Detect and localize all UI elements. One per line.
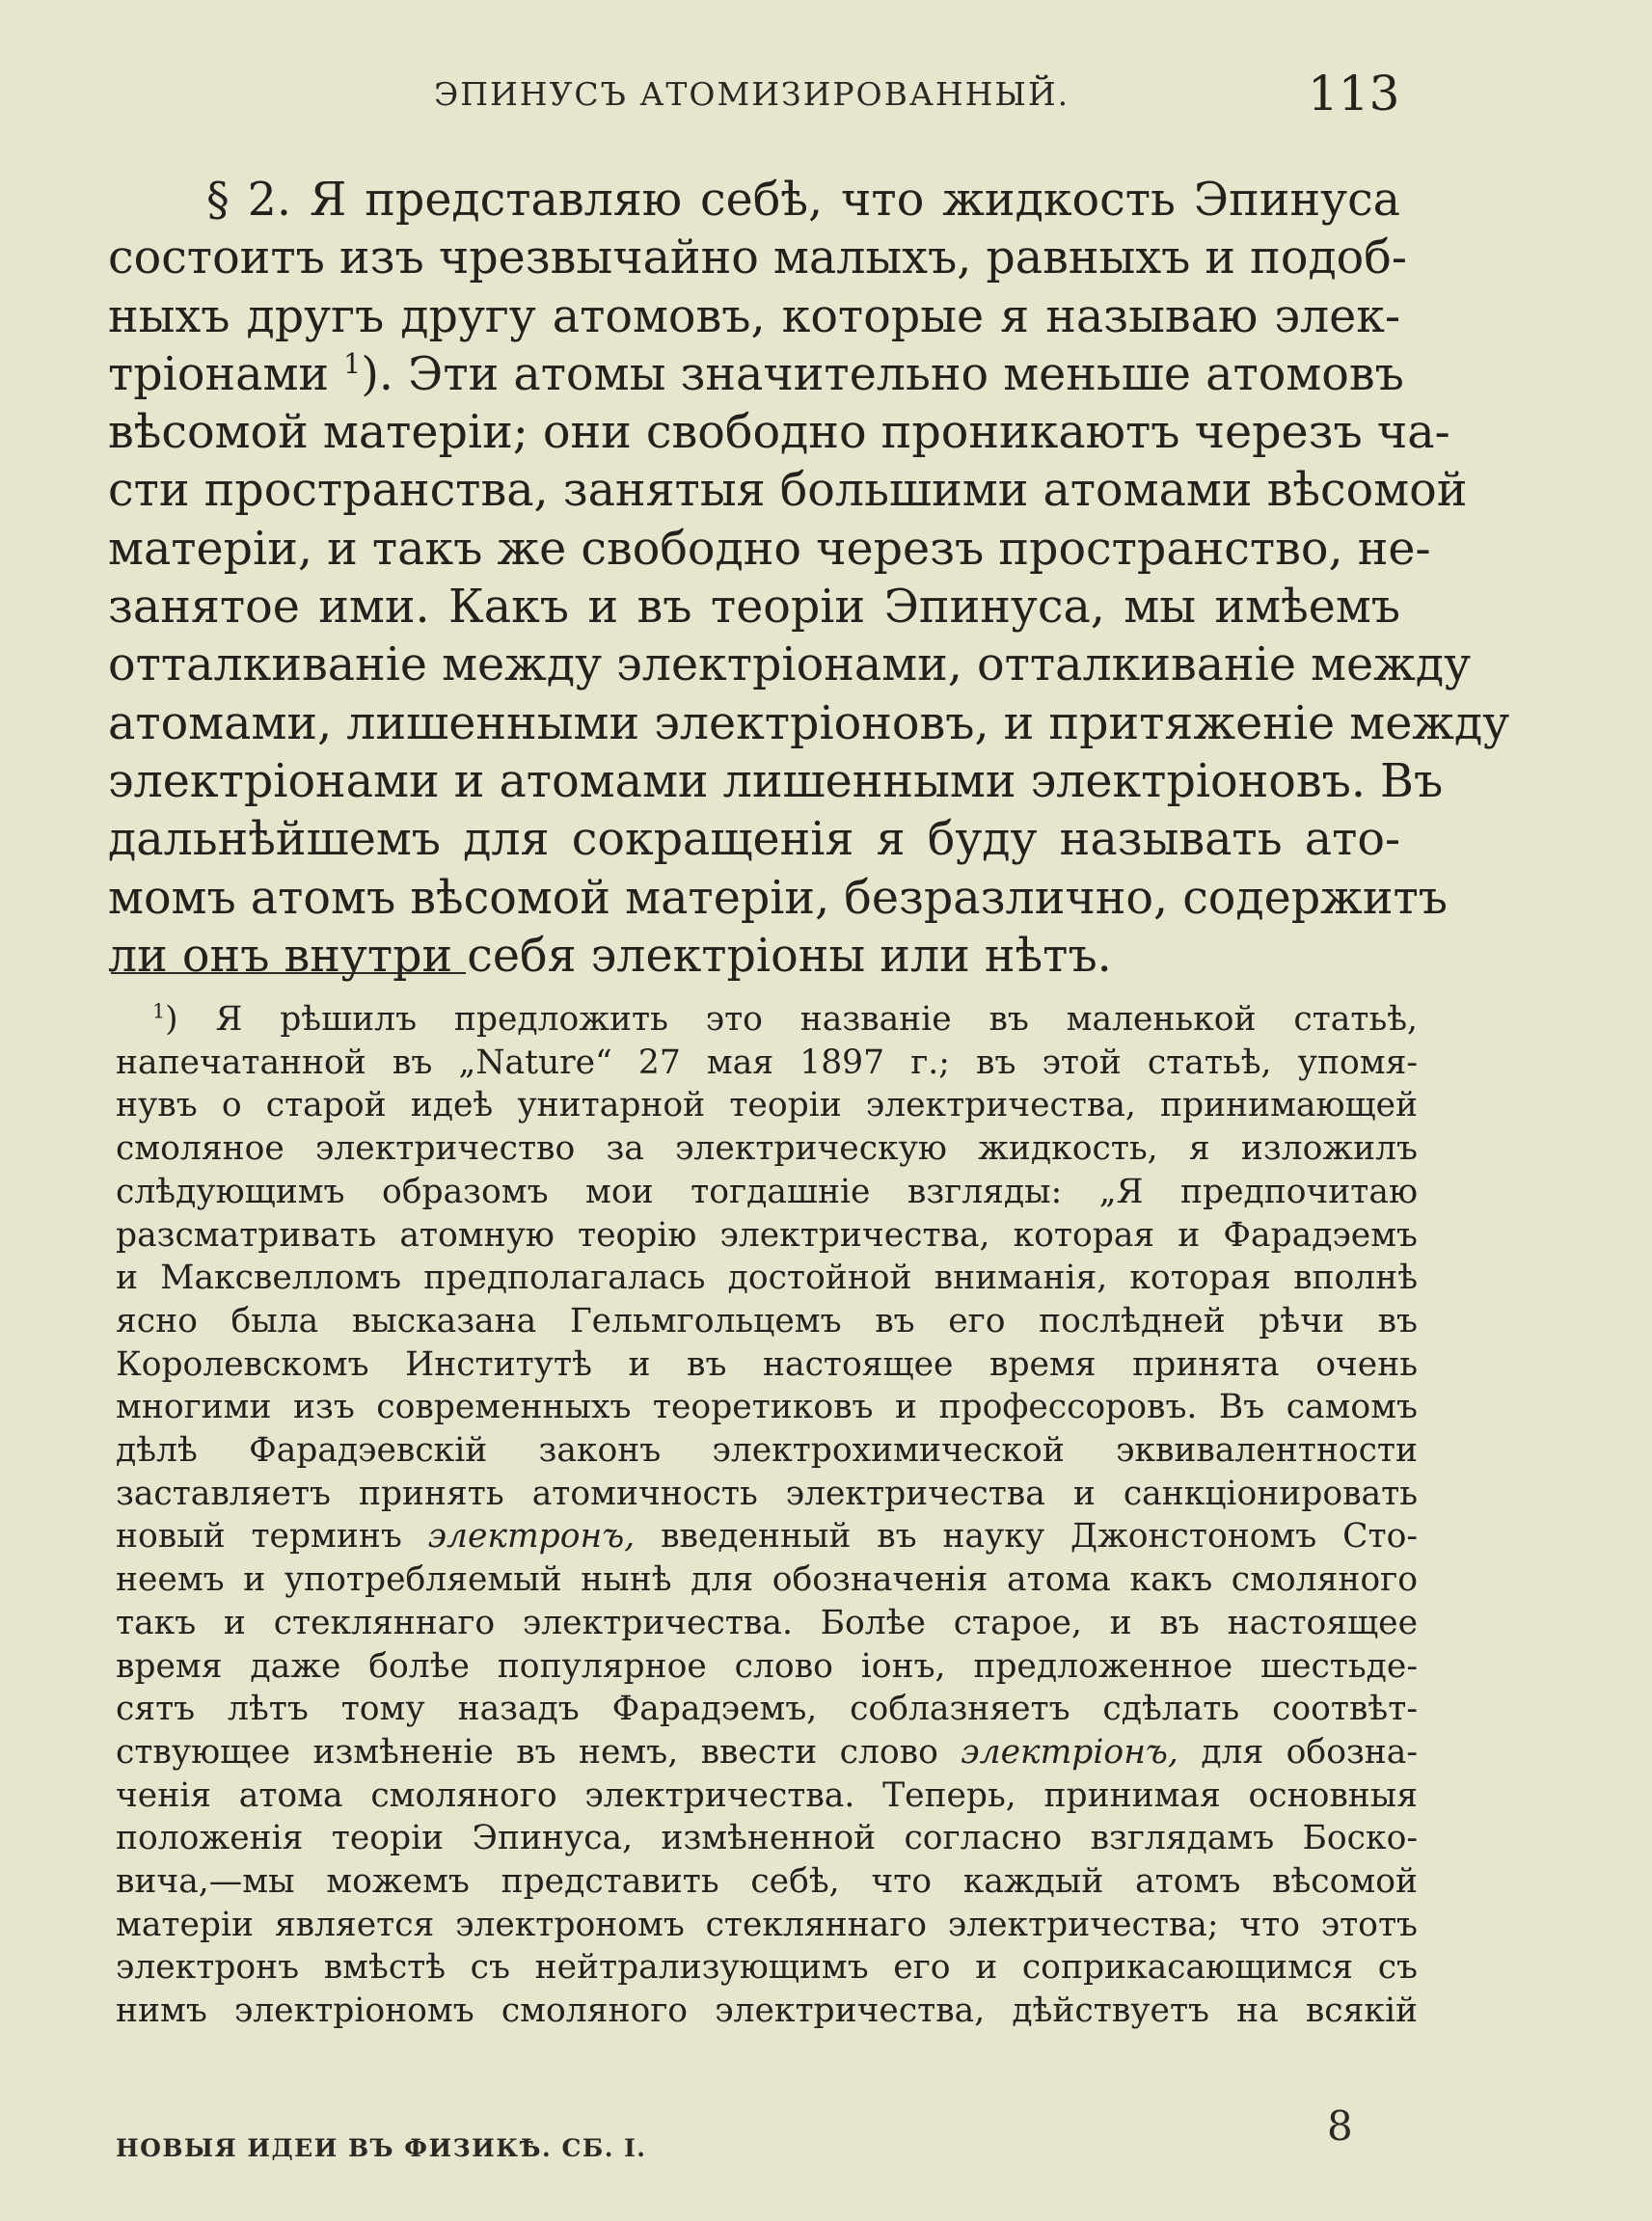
footnote (116, 998, 1418, 2033)
text-line: § 2. Я представляю себѣ, что жидкость Эпинуса (206, 174, 1400, 227)
footnote-ref[interactable]: 1 (343, 348, 362, 381)
italic-term: электронъ, (427, 1517, 636, 1557)
page-number: 113 (1308, 66, 1400, 122)
text-line: вѣсомой матеріи; они свободно проникаютъ черезъ ча- (108, 406, 1450, 460)
footnote-line: и Максвелломъ предполагалась достойной вниманія, которая вполнѣ (116, 1259, 1418, 1298)
printers-signature: НОВЫЯ ИДЕИ ВЪ ФИЗИКѢ. СБ. I. (116, 2134, 647, 2162)
section-mark: § 2. (206, 174, 292, 227)
footnote-line: ченія атома смоляного электричества. Теперь, принимая основныя (116, 1775, 1418, 1815)
footnote-line: вича,—мы можемъ представить себѣ, что каждый атомъ вѣсомой (116, 1862, 1418, 1902)
text-line: состоитъ изъ чрезвычайно малыхъ, равныхъ и подоб- (108, 231, 1407, 285)
footnote-line: время даже болѣе популярное слово іонъ, предложенное шестьде- (116, 1646, 1418, 1686)
footnote-line: нимъ электріономъ смоляного электричества, дѣйствуетъ на всякій (116, 1991, 1418, 2031)
text-line: сти пространства, занятыя большими атомами вѣсомой (108, 464, 1468, 518)
footnote-line: такъ и стекляннаго электричества. Болѣе старое, и въ настоящее (116, 1603, 1418, 1642)
footnote-marker: 1 (152, 999, 166, 1023)
text-line: дальнѣйшемъ для сокращенія я буду называть ато- (108, 813, 1400, 867)
footnote-line: многими изъ современныхъ теоретиковъ и профессоровъ. Въ самомъ (116, 1388, 1418, 1427)
footnote-line: смоляное электричество за электрическую жидкость, я изложилъ (116, 1129, 1418, 1169)
footnote-line: матеріи является электрономъ стекляннаго электричества; что этотъ (116, 1905, 1418, 1944)
signature-number: 8 (1327, 2102, 1353, 2150)
text-line: ныхъ другъ другу атомовъ, которые я называю элек- (108, 289, 1400, 343)
footnote-line: положенія теоріи Эпинуса, измѣненной согласно взглядамъ Боско- (116, 1819, 1418, 1858)
footnote-line: слѣдующимъ образомъ мои тогдашніе взгляды: „Я предпочитаю (116, 1172, 1418, 1211)
italic-term: электріонъ, (961, 1732, 1178, 1772)
footnote-divider (111, 972, 466, 974)
footnote-line: сятъ лѣтъ тому назадъ Фарадэемъ, соблазняетъ сдѣлать соотвѣт- (116, 1690, 1418, 1729)
footnote-line: ствующее измѣненіе въ немъ, ввести слово электріонъ, для обозна- (116, 1732, 1418, 1772)
footnote-line: напечатанной въ „Nature“ 27 мая 1897 г.; въ этой статьѣ, упомя- (116, 1043, 1418, 1082)
text-line: отталкиваніе между электріонами, отталкиваніе между (108, 638, 1472, 692)
text-line: атомами, лишенными электріоновъ, и притяженіе между (108, 696, 1510, 750)
text-line: занятое ими. Какъ и въ теоріи Эпинуса, мы имѣемъ (108, 581, 1400, 635)
main-paragraph (108, 172, 1510, 986)
footnote-line: заставляетъ принять атомичность электричества и санкціонировать (116, 1474, 1418, 1513)
footnote-line: ясно была высказана Гельмгольцемъ въ его послѣдней рѣчи въ (116, 1301, 1418, 1341)
text-line: матеріи, и такъ же свободно черезъ пространство, не- (108, 522, 1431, 576)
text-line: тріонами $^1$). Эти атомы значительно меньше атомовъ (108, 347, 1404, 401)
footnote-line: дѣлѣ Фарадэевскій законъ электрохимической эквивалентности (116, 1431, 1418, 1471)
footnote-line: Королевскомъ Институтѣ и въ настоящее время принята очень (116, 1344, 1418, 1384)
footnote-line: новый терминъ электронъ, введенный въ науку Джонстономъ Сто- (116, 1517, 1418, 1557)
footnote-line: неемъ и употребляемый нынѣ для обозначенія атома какъ смоляного (116, 1560, 1418, 1600)
text-line: момъ атомъ вѣсомой матеріи, безразлично, содержитъ (108, 871, 1449, 925)
text-line: ли онъ внутри себя электріоны или нѣтъ. (108, 929, 1112, 983)
text-line: электріонами и атомами лишенными электріоновъ. Въ (108, 754, 1444, 808)
footnote-line: $^1$) Я рѣшилъ предложить это названіе въ маленькой статьѣ, (152, 999, 1418, 1039)
footnote-line: электронъ вмѣстѣ съ нейтрализующимъ его и соприкасающимся съ (116, 1948, 1418, 1988)
footnote-line: разсматривать атомную теорію электричества, которая и Фарадэемъ (116, 1215, 1418, 1255)
footnote-line: нувъ о старой идеѣ унитарной теоріи электричества, принимающей (116, 1086, 1418, 1125)
running-head: ЭПИНУСЪ АТОМИЗИРОВАННЫЙ. (434, 75, 1070, 113)
